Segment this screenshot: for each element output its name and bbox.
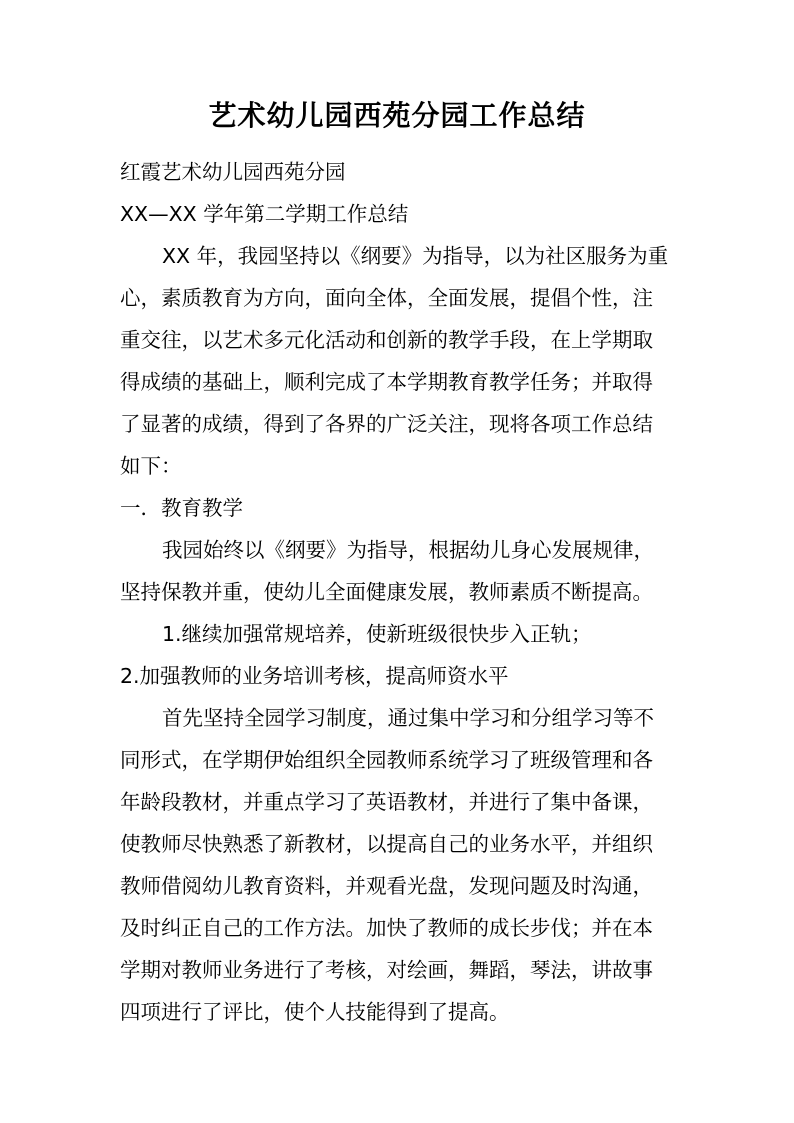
paragraph-line: 同形式，在学期伊始组织全园教师系统学习了班级管理和各 — [120, 748, 653, 772]
paragraph-line: 及时纠正自己的工作方法。加快了教师的成长步伐；并在本 — [120, 916, 653, 940]
school-name-line: 红霞艺术幼儿园西苑分园 — [120, 160, 346, 184]
paragraph-line: 得成绩的基础上，顺利完成了本学期教育教学任务；并取得 — [120, 370, 653, 394]
report-subtitle-line: XX—XX 学年第二学期工作总结 — [120, 202, 409, 226]
paragraph-line: 我园始终以《纲要》为指导，根据幼儿身心发展规律， — [162, 538, 654, 562]
paragraph-line: 如下： — [120, 454, 182, 478]
section-heading: 一．教育教学 — [120, 496, 243, 520]
paragraph-line: 重交往，以艺术多元化活动和创新的教学手段，在上学期取 — [120, 328, 653, 352]
paragraph-line: 使教师尽快熟悉了新教材，以提高自己的业务水平，并组织 — [120, 832, 653, 856]
paragraph-line: 了显著的成绩，得到了各界的广泛关注，现将各项工作总结 — [120, 412, 653, 436]
list-item: 1.继续加强常规培养，使新班级很快步入正轨； — [162, 622, 592, 646]
paragraph-line: 首先坚持全园学习制度，通过集中学习和分组学习等不 — [162, 706, 654, 730]
paragraph-line: 教师借阅幼儿教育资料，并观看光盘，发现问题及时沟通， — [120, 874, 653, 898]
paragraph-line: XX 年，我园坚持以《纲要》为指导，以为社区服务为重 — [162, 244, 669, 268]
paragraph-line: 坚持保教并重，使幼儿全面健康发展，教师素质不断提高。 — [120, 580, 653, 604]
paragraph-line: 四项进行了评比，使个人技能得到了提高。 — [120, 1000, 510, 1024]
list-item: 2.加强教师的业务培训考核，提高师资水平 — [120, 664, 509, 688]
document-title: 艺术幼儿园西苑分园工作总结 — [208, 99, 586, 132]
paragraph-line: 学期对教师业务进行了考核，对绘画，舞蹈，琴法，讲故事 — [120, 958, 653, 982]
paragraph-line: 年龄段教材，并重点学习了英语教材，并进行了集中备课， — [120, 790, 653, 814]
paragraph-line: 心，素质教育为方向，面向全体，全面发展，提倡个性，注 — [120, 286, 653, 310]
